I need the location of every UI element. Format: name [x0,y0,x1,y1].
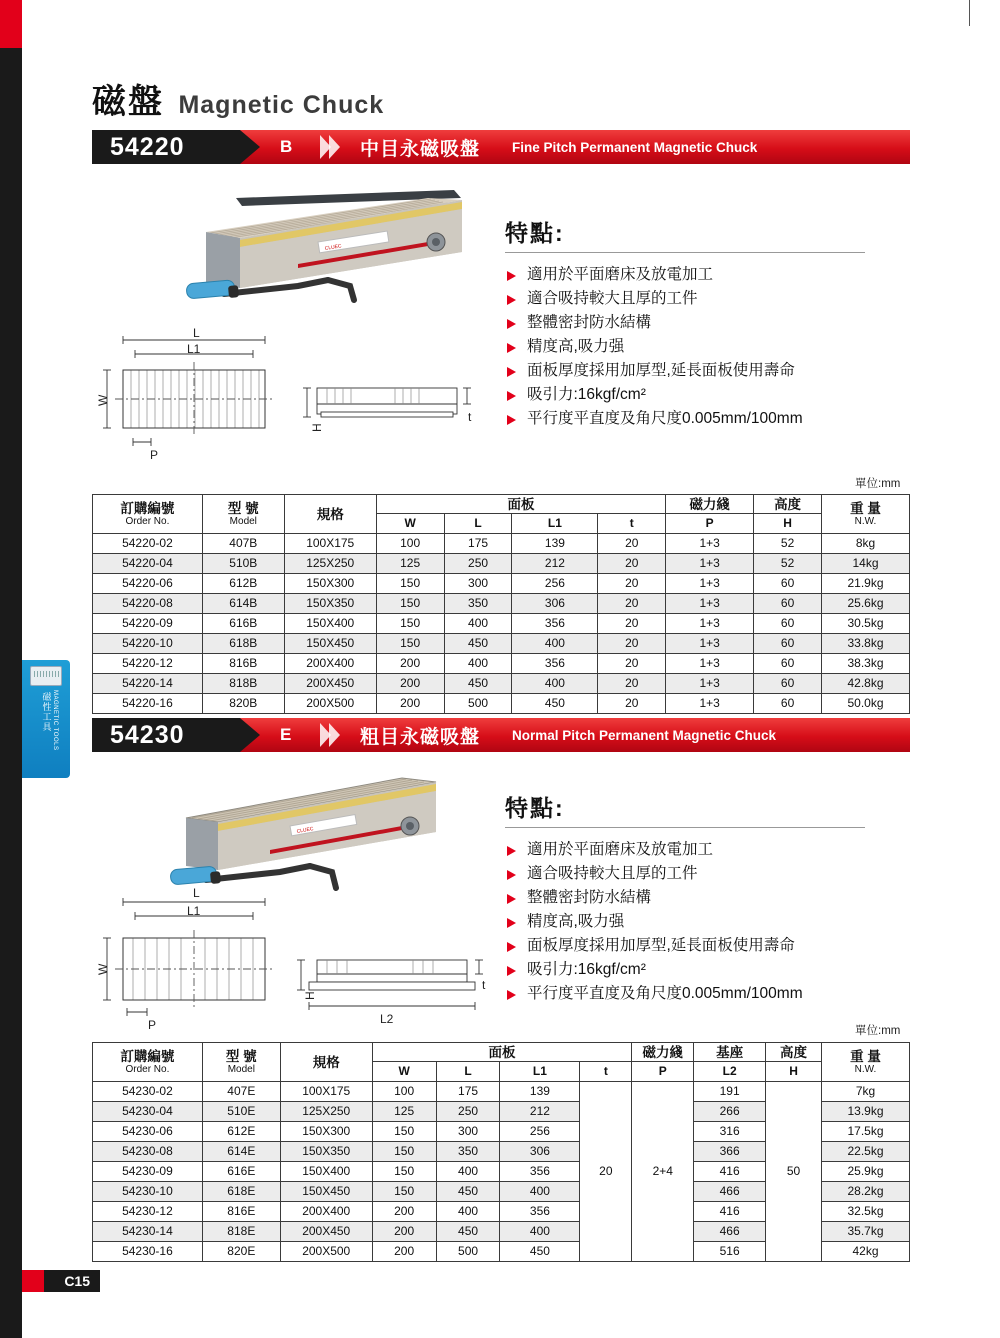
feature-item: 適用於平面磨床及放電加工 [505,263,865,287]
dim-label-W: W [96,963,110,975]
th-base: 基座 [694,1043,766,1062]
feature-item: 平行度平直度及角尺度0.005mm/100mm [505,982,865,1006]
cell-t-merged: 20 [580,1082,632,1262]
side-tab-magnetic-tools [22,660,70,778]
page-title [92,74,384,123]
th-model: 型 號 Model [202,1043,280,1082]
dim-label-t: t [468,410,472,424]
th-t: t [598,514,666,534]
th-model: 型 號 Model [202,495,284,534]
feature-item: 平行度平直度及角尺度0.005mm/100mm [505,407,865,431]
feature-item: 適合吸持較大且厚的工件 [505,862,865,886]
features-list-54220 [505,263,865,431]
technical-drawing-54230 [95,890,505,1035]
table-row: 54230-12 816E 200X400 200 400 356 416 32.5kg [93,1202,910,1222]
svg-text:CLUEC: CLUEC [324,243,343,252]
feature-item: 整體密封防水結構 [505,311,865,335]
dim-label-L2: L2 [380,1012,394,1026]
th-l2: L2 [694,1062,766,1082]
dim-label-L1: L1 [187,342,201,356]
features-title-54230: 特點: [505,795,565,821]
features-title-54220: 特點: [505,220,565,246]
th-l1: L1 [500,1062,580,1082]
side-tab-label-en: MAGNETIC TOOLS [52,690,58,751]
cell-p-merged: 2+4 [632,1082,694,1262]
feature-item: 整體密封防水結構 [505,886,865,910]
dim-label-H: H [303,991,317,1000]
th-weight: 重 量 N.W. [822,495,910,534]
table-row: 54220-08 614B 150X350 150 350 306 20 1+3 60 25.6kg [93,594,910,614]
table-row: 54220-04 510B 125X250 125 250 212 20 1+3 52 14kg [93,554,910,574]
table-row: 54230-02 407E 100X175 100 175 139 20 2+4 191 50 7kg [93,1082,910,1102]
features-list-54230 [505,838,865,1006]
unit-note-54230: 單位:mm [855,1025,901,1037]
page-title-cn: 磁盤 [92,83,164,121]
th-weight: 重 量 N.W. [822,1043,910,1082]
feature-item: 面板厚度採用加厚型,延長面板使用壽命 [505,934,865,958]
page-title-en: Magnetic Chuck [178,91,385,119]
technical-drawing-54220 [95,326,495,466]
th-w: W [372,1062,436,1082]
magnetic-chuck-icon [30,666,62,686]
th-w: W [376,514,444,534]
th-height: 高度 [754,495,822,514]
page-number-label: C15 [64,1273,90,1289]
th-panel: 面板 [376,495,666,514]
dim-label-P: P [148,1018,157,1032]
features-54230 [505,790,865,1006]
section-banner-54220 [92,130,910,164]
th-magnetic-line: 磁力綫 [632,1043,694,1062]
th-h: H [754,514,822,534]
th-order-no: 訂購編號 Order No. [93,1043,203,1082]
feature-item: 面板厚度採用加厚型,延長面板使用壽命 [505,359,865,383]
spec-table-body-54220 [93,534,910,714]
feature-item: 精度高,吸力强 [505,335,865,359]
unit-note-54220: 單位:mm [855,478,901,490]
table-row: 54230-06 612E 150X300 150 300 256 316 17.5kg [93,1122,910,1142]
table-row: 54220-10 618B 150X450 150 450 400 20 1+3 60 33.8kg [93,634,910,654]
section-code-54220: 54220 [92,130,240,164]
dim-label-H: H [310,423,324,432]
svg-text:CLUEC: CLUEC [296,826,315,835]
table-row: 54230-14 818E 200X450 200 450 400 466 35.7kg [93,1222,910,1242]
dim-label-W: W [96,394,110,406]
th-l: L [444,514,512,534]
section-banner-54230 [92,718,910,752]
table-row: 54220-12 816B 200X400 200 400 356 20 1+3 60 38.3kg [93,654,910,674]
th-spec: 規格 [280,1043,372,1082]
spec-table-body-54230 [93,1082,910,1262]
section-letter-54220: B [280,137,293,156]
th-h: H [766,1062,822,1082]
table-row: 54230-08 614E 150X350 150 350 306 366 22.5kg [93,1142,910,1162]
feature-item: 適合吸持較大且厚的工件 [505,287,865,311]
feature-item: 吸引力:16kgf/cm² [505,383,865,407]
feature-item: 吸引力:16kgf/cm² [505,958,865,982]
features-54220 [505,215,865,431]
table-row: 54220-16 820B 200X500 200 500 450 20 1+3 60 50.0kg [93,694,910,714]
th-p: P [632,1062,694,1082]
section-title-cn-54220: 中目永磁吸盤 [360,138,481,160]
feature-item: 精度高,吸力强 [505,910,865,934]
page-number [22,1270,100,1292]
chevron-right-icon [320,723,344,747]
th-l: L [436,1062,500,1082]
table-row: 54230-04 510E 125X250 125 250 212 266 13.9kg [93,1102,910,1122]
th-spec: 規格 [284,495,376,534]
table-row: 54220-14 818B 200X450 200 450 400 20 1+3 60 42.8kg [93,674,910,694]
th-order-no: 訂購編號 Order No. [93,495,203,534]
feature-item: 適用於平面磨床及放電加工 [505,838,865,862]
table-row: 54230-09 616E 150X400 150 400 356 416 25.9kg [93,1162,910,1182]
section-title-en-54230: Normal Pitch Permanent Magnetic Chuck [512,727,777,743]
dim-label-t: t [482,978,486,992]
table-row: 54220-09 616B 150X400 150 400 356 20 1+3 60 30.5kg [93,614,910,634]
side-tab-label [41,692,52,732]
dim-label-L: L [193,886,200,900]
product-photo-54220 [178,176,498,336]
table-row: 54230-10 618E 150X450 150 450 400 466 28.2kg [93,1182,910,1202]
th-height: 高度 [766,1043,822,1062]
table-row: 54230-16 820E 200X500 200 500 450 516 42kg [93,1242,910,1262]
spec-table-54230 [92,1042,910,1262]
page-edge-bar [0,0,22,1338]
cell-h-merged: 50 [766,1082,822,1262]
table-row: 54220-02 407B 100X175 100 175 139 20 1+3 52 8kg [93,534,910,554]
th-l1: L1 [512,514,598,534]
th-panel: 面板 [372,1043,632,1062]
section-letter-54230: E [280,725,292,744]
dim-label-L: L [193,326,200,340]
table-row: 54220-06 612B 150X300 150 300 256 20 1+3 60 21.9kg [93,574,910,594]
section-title-cn-54230: 粗目永磁吸盤 [360,726,481,748]
section-title-en-54220: Fine Pitch Permanent Magnetic Chuck [512,139,758,155]
dim-label-L1: L1 [187,904,201,918]
crop-mark [969,0,970,26]
chevron-right-icon [320,135,344,159]
spec-table-54220 [92,494,910,714]
side-tab-label-cn: 磁性工具 [41,692,52,732]
dim-label-P: P [150,448,159,462]
section-code-54230: 54230 [92,718,240,752]
th-p: P [666,514,754,534]
th-magnetic-line: 磁力綫 [666,495,754,514]
th-t: t [580,1062,632,1082]
